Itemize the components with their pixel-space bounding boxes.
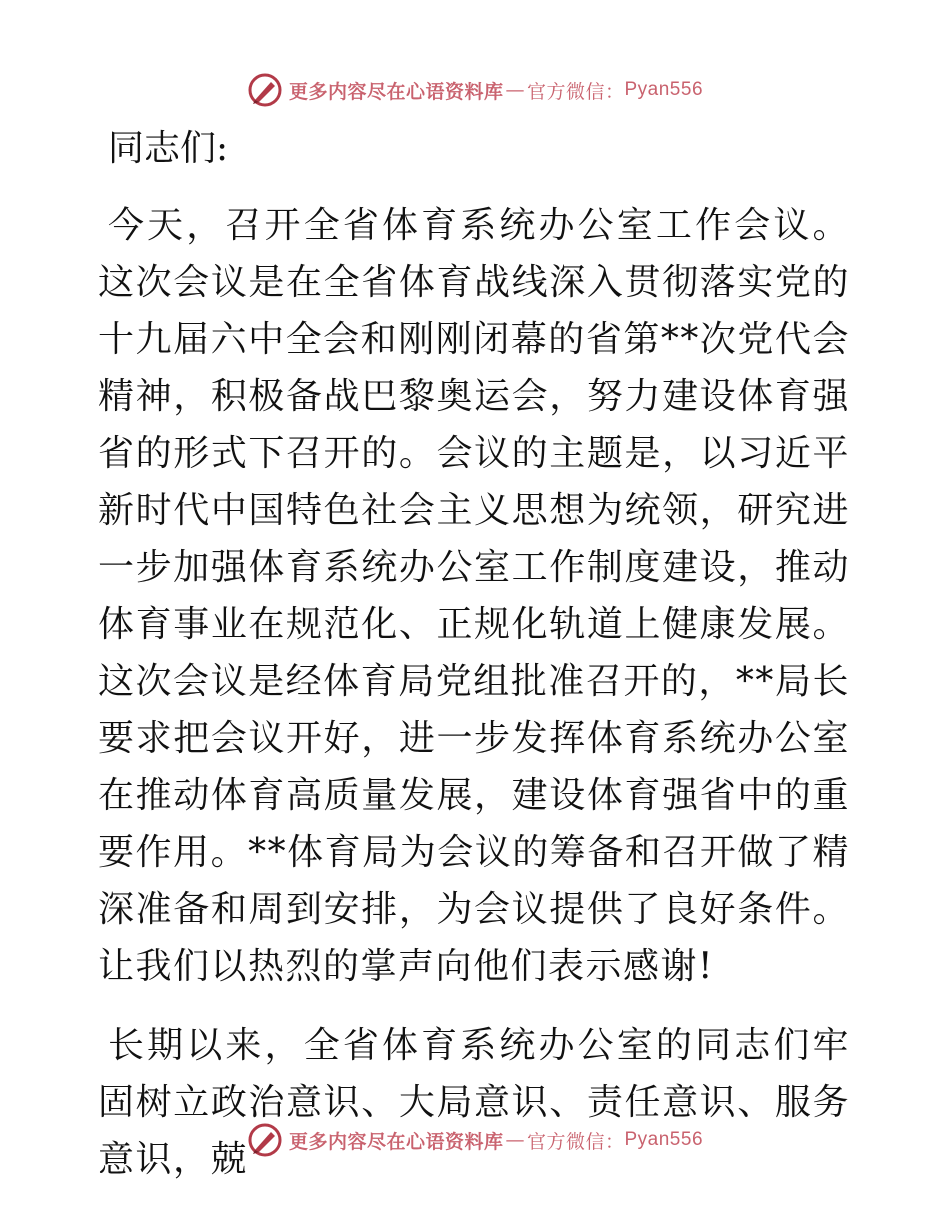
watermark-text: 更多内容尽在心语资料库	[288, 80, 504, 103]
watermark-label: 官方微信：	[526, 1130, 625, 1153]
salutation: 同志们:	[108, 128, 229, 169]
footer-watermark	[0, 1120, 950, 1160]
watermark-separator: —	[505, 79, 525, 101]
watermark-separator: —	[505, 1129, 525, 1151]
paragraph-2: 长期以来，全省体育系统办公室的同志们牢固树立政治意识、大局意识、责任意识、服务意识，兢	[98, 1025, 850, 1180]
watermark-account: Pyan556	[624, 79, 704, 100]
watermark-label: 官方微信：	[526, 80, 625, 103]
watermark-account: Pyan556	[624, 1129, 704, 1150]
document-body	[98, 120, 850, 1210]
pen-logo-icon	[247, 1122, 283, 1158]
header-watermark	[0, 70, 950, 110]
watermark-text: 更多内容尽在心语资料库	[288, 1130, 504, 1153]
pen-logo-icon	[247, 72, 283, 108]
paragraph-1: 今天，召开全省体育系统办公室工作会议。这次会议是在全省体育战线深入贯彻落实党的十九届六中全会和刚刚闭幕的省第**次党代会精神，积极备战巴黎奥运会，努力建设体育强省的形式下召开的。会议的主题是，以习近平新时代中国特色社会主义思想为统领，研究进一步加强体育系统办公室工作制度建设，推动体育事业在规范化、正规化轨道上健康发展。这次会议是经体育局党组批准召开的，**局长要求把会议开好，进一步发挥体育系统办公室在推动体育高质量发展，建设体育强省中的重要作用。**体育局为会议的筹备和召开做了精深准备和周到安排，为会议提供了良好条件。让我们以热烈的掌声向他们表示感谢!	[98, 205, 850, 987]
